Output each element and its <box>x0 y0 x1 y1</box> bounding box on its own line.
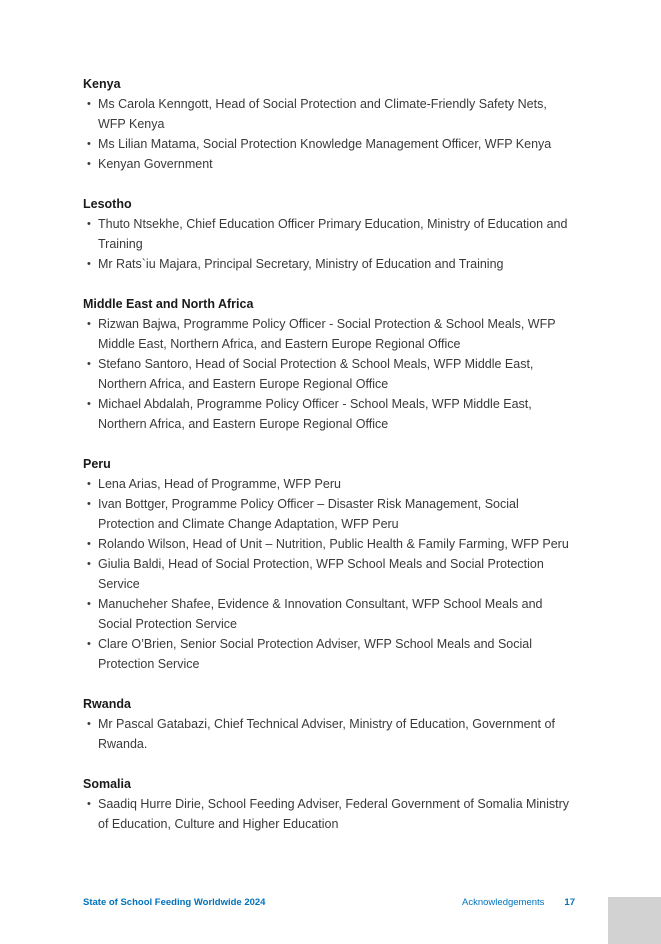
entry-list <box>83 94 571 174</box>
entry-list <box>83 794 571 834</box>
entry-list <box>83 214 571 274</box>
section-heading: Middle East and North Africa <box>83 297 254 311</box>
entry-item: • Kenyan Government <box>83 154 571 174</box>
section-heading: Rwanda <box>83 697 131 711</box>
section-heading: Kenya <box>83 77 121 91</box>
footer-report-title: State of School Feeding Worldwide 2024 <box>83 897 266 908</box>
entry-item: • Saadiq Hurre Dirie, School Feeding Adviser, Federal Government of Somalia Ministry of Education, Culture and Higher Education <box>83 794 571 834</box>
page-number: 17 <box>564 897 575 908</box>
entry-item: • Stefano Santoro, Head of Social Protection & School Meals, WFP Middle East, Northern Africa, and Eastern Europe Regional Office <box>83 354 571 394</box>
entry-list <box>83 714 571 754</box>
entry-item: • Giulia Baldi, Head of Social Protection, WFP School Meals and Social Protection Service <box>83 554 571 594</box>
acknowledgements-content <box>83 74 571 834</box>
entry-item: • Manucheher Shafee, Evidence & Innovation Consultant, WFP School Meals and Social Protection Service <box>83 594 571 634</box>
entry-item: • Rizwan Bajwa, Programme Policy Officer - Social Protection & School Meals, WFP Middle East, Northern Africa, and Eastern Europe Regional Office <box>83 314 571 354</box>
entry-item: • Clare O’Brien, Senior Social Protection Adviser, WFP School Meals and Social Protection Service <box>83 634 571 674</box>
entry-item: • Ms Lilian Matama, Social Protection Knowledge Management Officer, WFP Kenya <box>83 134 571 154</box>
entry-list <box>83 314 571 434</box>
section-heading: Somalia <box>83 777 131 791</box>
section-heading: Peru <box>83 457 111 471</box>
entry-item: • Mr Pascal Gatabazi, Chief Technical Adviser, Ministry of Education, Government of Rwanda. <box>83 714 571 754</box>
section-heading: Lesotho <box>83 197 132 211</box>
entry-list <box>83 474 571 674</box>
entry-item: • Ivan Bottger, Programme Policy Officer – Disaster Risk Management, Social Protection and Climate Change Adaptation, WFP Peru <box>83 494 571 534</box>
entry-item: • Michael Abdalah, Programme Policy Officer - School Meals, WFP Middle East, Northern Africa, and Eastern Europe Regional Office <box>83 394 571 434</box>
entry-item: • Ms Carola Kenngott, Head of Social Protection and Climate-Friendly Safety Nets, WFP Kenya <box>83 94 571 134</box>
entry-item: • Lena Arias, Head of Programme, WFP Peru <box>83 474 571 494</box>
page-edge-tab <box>608 897 661 944</box>
footer-right-group <box>462 896 575 909</box>
entry-item: • Thuto Ntsekhe, Chief Education Officer Primary Education, Ministry of Education and Training <box>83 214 571 254</box>
entry-item: • Rolando Wilson, Head of Unit – Nutrition, Public Health & Family Farming, WFP Peru <box>83 534 571 554</box>
footer-section-label: Acknowledgements <box>462 897 545 908</box>
entry-item: • Mr Rats`iu Majara, Principal Secretary, Ministry of Education and Training <box>83 254 571 274</box>
page-footer <box>83 896 575 909</box>
